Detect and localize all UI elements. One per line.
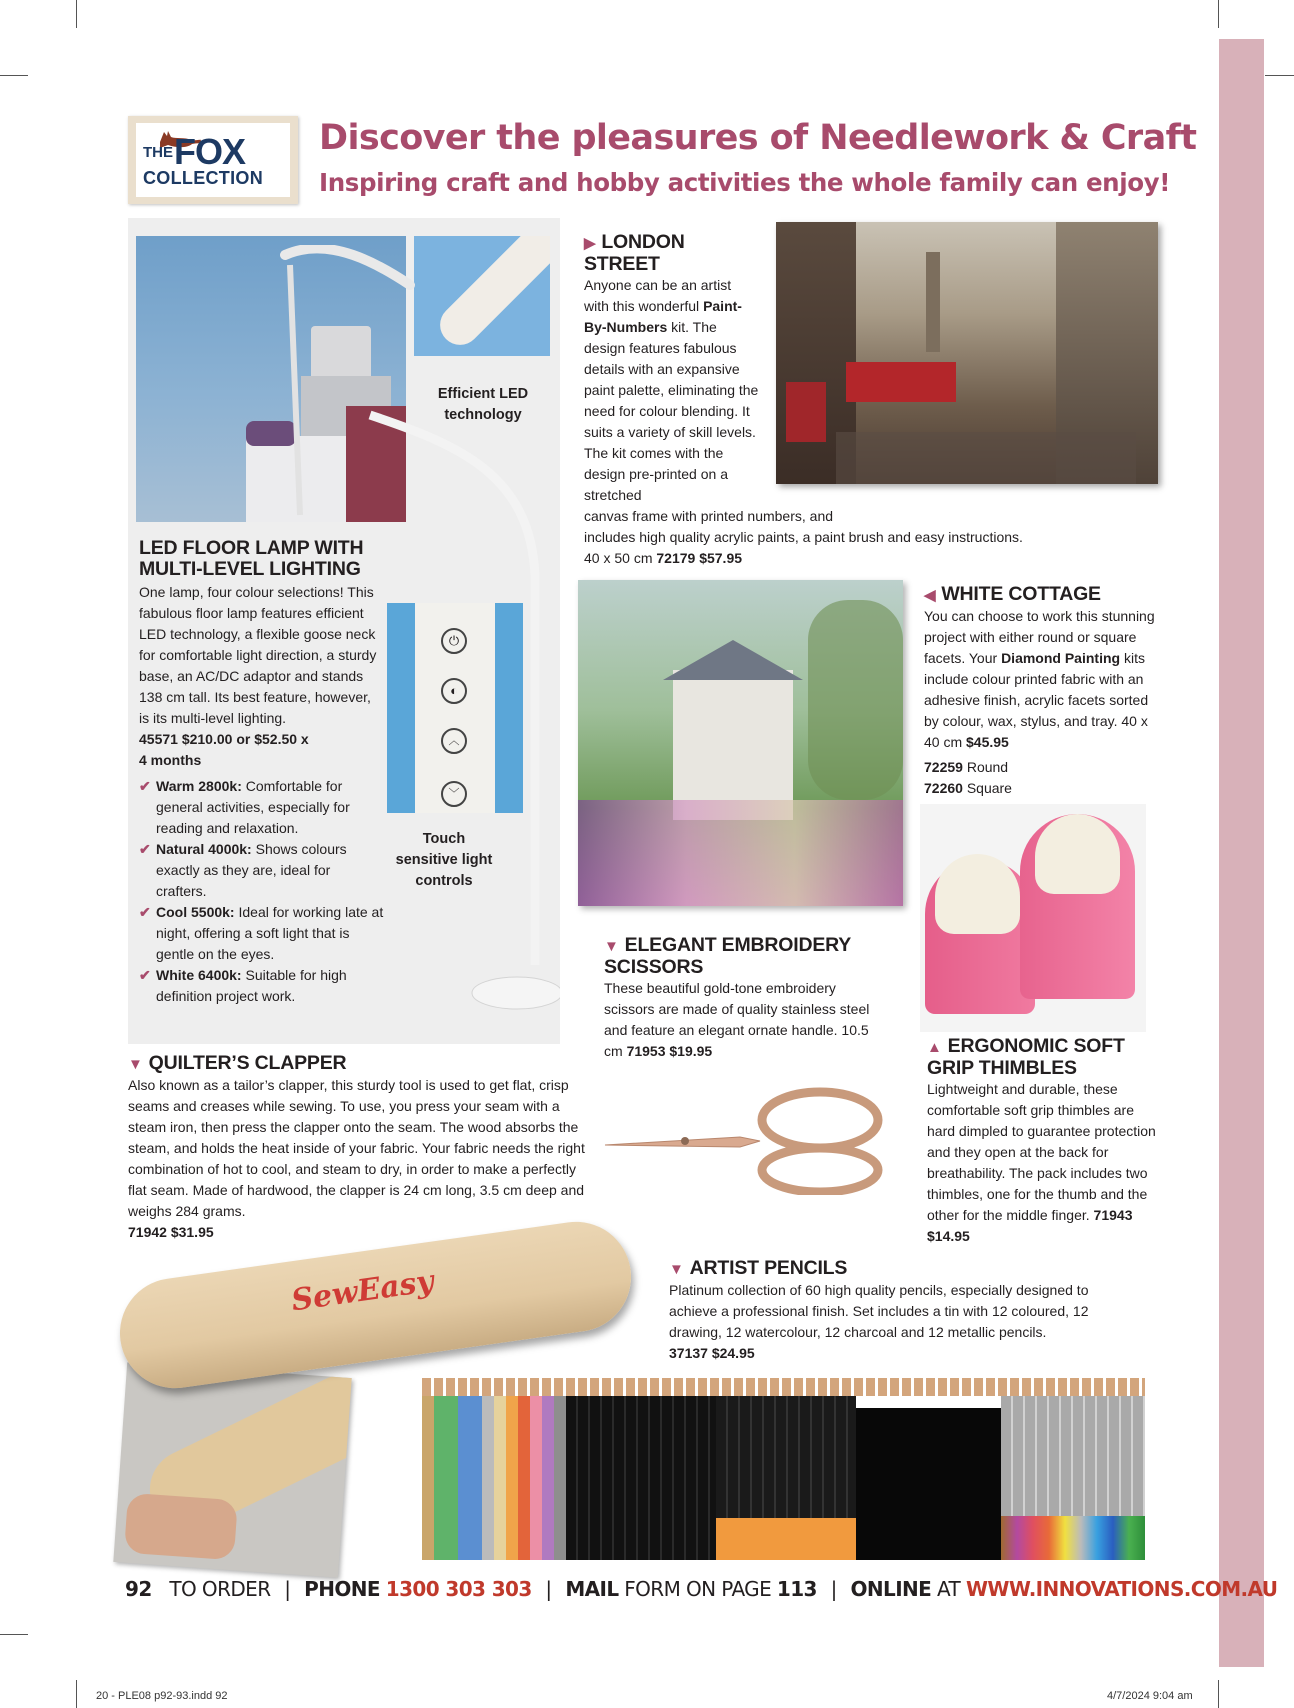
page-subtitle: Inspiring craft and hobby activities the whole family can enjoy! xyxy=(319,168,1170,197)
to-order-label: TO ORDER xyxy=(169,1577,271,1601)
fox-collection-logo xyxy=(128,116,298,204)
checkmark-icon: ✔ xyxy=(139,778,151,794)
thimbles-heading-1: ERGONOMIC SOFT xyxy=(947,1035,1125,1057)
london-street-painting xyxy=(776,222,1158,484)
power-icon: ⏻ xyxy=(441,628,467,654)
feature-item: ✔ Warm 2800k: Comfortable for general activities, especially for reading and relaxation. xyxy=(139,778,350,836)
online-label: ONLINE xyxy=(850,1577,932,1601)
crop-mark xyxy=(1265,75,1294,76)
lamp-price-months: 4 months xyxy=(139,752,202,768)
thimbles-image xyxy=(920,804,1146,1032)
lamp-description: One lamp, four colour selections! This fabulous floor lamp features efficient LED technology, a flexible goose neck for comfortable light direction, a sturdy base, an AC/DC adaptor and stands 138 cm tall. Its best feature, however, is its multi-level lighting. xyxy=(139,584,377,726)
crop-mark xyxy=(76,1680,77,1708)
feature-item: ✔ Cool 5500k: Ideal for working late at night, offering a soft light that is gentle on the eyes. xyxy=(139,904,384,962)
clapper-price: 71942 $31.95 xyxy=(128,1224,214,1240)
london-heading-2: STREET xyxy=(584,253,660,275)
logo-the: THE xyxy=(143,144,173,161)
clapper-text xyxy=(128,1053,588,1243)
cottage-variant: 72259 Round xyxy=(924,759,1009,775)
feature-item: ✔ White 6400k: Suitable for high definition project work. xyxy=(139,967,347,1004)
order-footer: 92 TO ORDER | PHONE 1300 303 303 | MAIL FORM ON PAGE 113 | ONLINE AT WWW.INNOVATIONS.COM.AU xyxy=(125,1577,1278,1601)
feature-item: ✔ Natural 4000k: Shows colours exactly as they are, ideal for crafters. xyxy=(139,841,347,899)
checkmark-icon: ✔ xyxy=(139,904,151,920)
arrow-down-icon: ▼ xyxy=(669,1261,684,1278)
mail-label: MAIL xyxy=(565,1577,619,1601)
crop-mark xyxy=(0,75,28,76)
lamp-price: 45571 $210.00 or $52.50 x xyxy=(139,731,309,747)
pencils-text xyxy=(669,1258,1129,1364)
checkmark-icon: ✔ xyxy=(139,841,151,857)
pencils-price: 37137 $24.95 xyxy=(669,1345,755,1361)
caption-efficient-led: Efficient LED technology xyxy=(437,386,529,423)
thimbles-heading-2: GRIP THIMBLES xyxy=(927,1057,1077,1079)
page-title: Discover the pleasures of Needlework & Craft xyxy=(319,118,1197,158)
cottage-heading: WHITE COTTAGE xyxy=(941,583,1101,605)
london-description: Anyone can be an artist with this wonderful Paint-By-Numbers kit. The design features fabulous details with an expansive paint palette, eliminating the need for colour blending. It suits a variety of skill levels. The kit comes with the design pre-printed on a stretched xyxy=(584,277,759,503)
thimbles-description: Lightweight and durable, these comfortable soft grip thimbles are hard dimpled to guarantee protection and they open at the back for breathability. The pack includes two thimbles, one for the thumb and the other for the middle finger. 71943 $14.95 xyxy=(927,1081,1156,1244)
white-cottage-text xyxy=(924,584,1164,799)
arrow-down-icon: ▼ xyxy=(604,938,619,955)
pencils-heading: ARTIST PENCILS xyxy=(689,1257,848,1279)
lamp-heading-2: MULTI-LEVEL LIGHTING xyxy=(139,558,361,580)
scissors-price: 71953 $19.95 xyxy=(626,1043,713,1059)
page-number: 92 xyxy=(125,1577,152,1601)
touch-controls-image xyxy=(387,603,523,813)
scissors-heading-2: SCISSORS xyxy=(604,956,704,978)
cottage-variant: 72260 Square xyxy=(924,780,1012,796)
london-price: 72179 $57.95 xyxy=(656,550,743,566)
slug-filename: 20 - PLE08 p92-93.indd 92 xyxy=(96,1690,228,1702)
clapper-in-use-image xyxy=(113,1362,351,1577)
london-description-wide: canvas frame with printed numbers, and includes high quality acrylic paints, a paint brush and easy instructions. 40 x 50 cm 72179 $57.95 xyxy=(584,508,1023,566)
scissors-heading-1: ELEGANT EMBROIDERY xyxy=(624,934,852,956)
brightness-up-icon: ︿ xyxy=(441,728,467,754)
pencils-description: Platinum collection of 60 high quality pencils, especially designed to achieve a professional finish. Set includes a tin with 12 coloured, 12 drawing, 12 watercolour, 12 charcoal and 12 metallic pencils. xyxy=(669,1282,1089,1340)
slug-date: 4/7/2024 9:04 am xyxy=(1107,1690,1193,1702)
clapper-description: Also known as a tailor’s clapper, this sturdy tool is used to get flat, crisp seams and creases while sewing. To use, you press your seam with a steam iron, then press the clapper onto the seam. The wood absorbs the steam, and holds the heat inside of your fabric. Your fabric needs the right combination of hot to cool, and steam to dry, in order to make a perfectly flat seam. Made of hardwood, the clapper is 24 cm long, 3.5 cm deep and weighs 284 grams. xyxy=(128,1077,585,1219)
london-street-text xyxy=(584,232,759,506)
lamp-heading-1: LED FLOOR LAMP WITH xyxy=(139,537,364,559)
cottage-description: You can choose to work this stunning project with either round or square facets. Your Diamond Painting kits include colour printed fabric with an adhesive finish, acrylic facets sorted by colour, wax, stylus, and tray. 40 x 40 cm $45.95 xyxy=(924,608,1155,750)
scissors-image xyxy=(600,1085,910,1195)
thimbles-text xyxy=(927,1036,1162,1247)
logo-collection: COLLECTION xyxy=(143,168,263,188)
logo-fox: FOX xyxy=(174,131,246,172)
crop-mark xyxy=(76,0,77,28)
section-tab-strip xyxy=(1219,39,1264,1667)
color-mode-icon: ◐ xyxy=(441,678,467,704)
checkmark-icon: ✔ xyxy=(139,967,151,983)
cottage-price: $45.95 xyxy=(966,734,1009,750)
scissors-text xyxy=(604,935,874,1062)
lamp-text-block xyxy=(139,538,384,1007)
white-cottage-painting xyxy=(578,580,903,906)
mail-text: FORM ON PAGE xyxy=(624,1577,772,1601)
thimbles-price: 71943 $14.95 xyxy=(927,1207,1133,1244)
arrow-left-icon: ◀ xyxy=(924,587,936,604)
clapper-brand: SewEasy xyxy=(289,1263,436,1319)
phone-number[interactable]: 1300 303 303 xyxy=(385,1577,532,1601)
scissors-description: These beautiful gold-tone embroidery scissors are made of quality stainless steel and feature an elegant ornate handle. 10.5 cm 71953 $19.95 xyxy=(604,980,870,1059)
crop-mark xyxy=(1218,1680,1219,1708)
clapper-heading: QUILTER’S CLAPPER xyxy=(148,1052,347,1074)
caption-touch-controls: Touch sensitive light controls xyxy=(395,831,493,889)
brightness-down-icon: ﹀ xyxy=(441,781,467,807)
arrow-down-icon: ▼ xyxy=(128,1056,143,1073)
website-link[interactable]: WWW.INNOVATIONS.COM.AU xyxy=(965,1577,1278,1601)
pencils-image xyxy=(422,1378,1145,1560)
crop-mark xyxy=(1218,0,1219,28)
lamp-feature-list xyxy=(139,776,384,1007)
london-heading-1: LONDON xyxy=(601,231,685,253)
online-at: AT xyxy=(937,1577,961,1601)
crop-mark xyxy=(0,1634,28,1635)
arrow-up-icon: ▲ xyxy=(927,1039,942,1056)
phone-label: PHONE xyxy=(304,1577,380,1601)
mail-page: 113 xyxy=(776,1577,817,1601)
arrow-right-icon: ▶ xyxy=(584,235,596,252)
